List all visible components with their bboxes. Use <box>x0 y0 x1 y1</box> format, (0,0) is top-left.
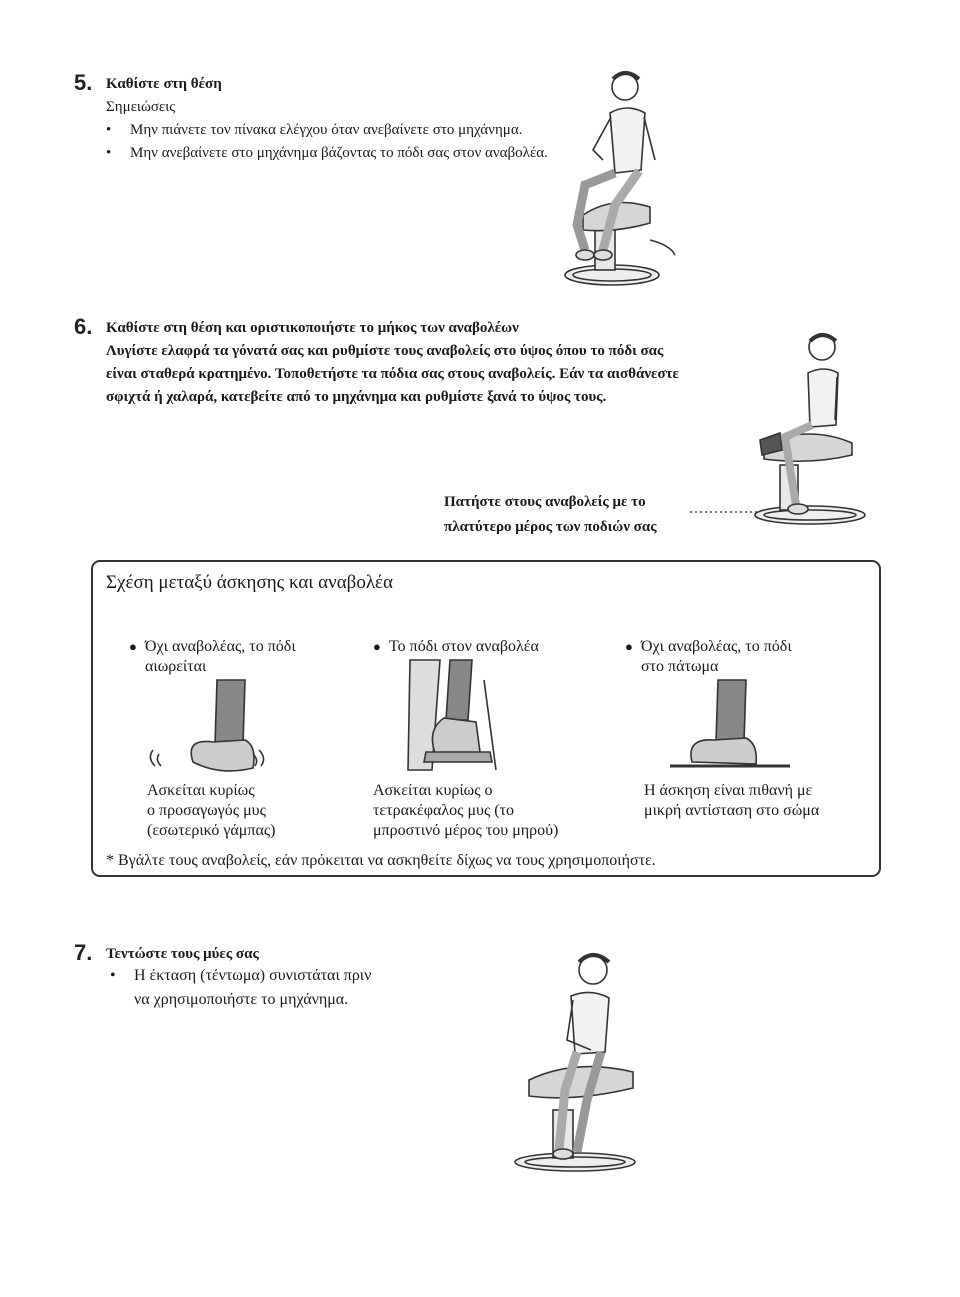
column-heading-line: ● Όχι αναβολέας, το πόδι <box>145 638 296 655</box>
relation-box-footnote: * Βγάλτε τους αναβολείς, εάν πρόκειται να ασκηθείτε δίχως να τους χρησιμοποιήστε. <box>106 852 656 869</box>
column-desc-line: μπροστινό μέρος του μηρού) <box>373 822 559 839</box>
column-heading-line: ● Το πόδι στον αναβολέα <box>389 638 539 655</box>
column-heading-line: ● Όχι αναβολέας, το πόδι <box>641 638 792 655</box>
step-5-notes-list <box>106 119 548 165</box>
column-1-description <box>147 781 276 841</box>
step-6-title: Καθίστε στη θέση και οριστικοποιήστε το μήκος των αναβολέων <box>106 320 519 336</box>
step-6-callout <box>444 490 657 540</box>
step-7-number: 7. <box>74 940 93 965</box>
foot-in-stirrup-illustration <box>400 660 510 775</box>
step-6-body-line: σφιχτά ή χαλαρά, κατεβείτε από το μηχάνημα και ρυθμίστε ξανά το ύψος τους. <box>106 389 607 405</box>
column-heading-line: στο πάτωμα <box>641 658 719 675</box>
column-2-description <box>373 781 558 841</box>
column-3-heading <box>641 637 792 677</box>
step-7-bullet-line: να χρησιμοποιήστε το μηχάνημα. <box>134 991 349 1008</box>
person-mounting-machine-illustration <box>555 65 675 290</box>
column-heading-line: αιωρείται <box>145 658 207 675</box>
column-desc-line: Η άσκηση είναι πιθανή με <box>644 782 813 799</box>
step-7-list <box>110 964 371 1012</box>
step-6-number: 6. <box>74 314 93 339</box>
column-desc-line: μικρή αντίσταση στο σώμα <box>644 802 820 819</box>
column-desc-line: ο προσαγωγός μυς <box>147 802 266 819</box>
column-desc-line: Ασκείται κυρίως ο <box>373 782 493 799</box>
column-2-heading <box>389 637 539 657</box>
step-7-bullet-line: • Η έκταση (τέντωμα) συνιστάται πριν <box>134 967 372 984</box>
step-5-number: 5. <box>74 70 93 95</box>
step-5-note: • Μην ανεβαίνετε στο μηχάνημα βάζοντας το πόδι σας στον αναβολέα. <box>106 142 548 165</box>
step-6-body <box>106 340 679 409</box>
column-desc-line: Ασκείται κυρίως <box>147 782 255 799</box>
column-desc-line: (εσωτερικό γάμπας) <box>147 822 276 839</box>
step-5-title: Καθίστε στη θέση <box>106 76 222 92</box>
step-5-notes-label: Σημειώσεις <box>106 99 176 115</box>
step-6-body-line: είναι σταθερά κρατημένο. Τοποθετήστε τα πόδια σας στους αναβολείς. Εάν τα αισθάνεστε <box>106 366 679 382</box>
column-desc-line: τετρακέφαλος μυς (το <box>373 802 515 819</box>
callout-line: πλατύτερο μέρος των ποδιών σας <box>444 519 657 535</box>
relation-box-title: Σχέση μεταξύ άσκησης και αναβολέα <box>106 572 393 593</box>
step-6-body-line: Λυγίστε ελαφρά τα γόνατά σας και ρυθμίστε τους αναβολείς στο ύψος όπου το πόδι σας <box>106 343 664 359</box>
step-7-title: Τεντώστε τους μύες σας <box>106 946 259 962</box>
step-5-note: • Μην πιάνετε τον πίνακα ελέγχου όταν ανεβαίνετε στο μηχάνημα. <box>106 119 548 142</box>
column-3-description <box>644 781 819 821</box>
foot-on-floor-illustration <box>670 680 790 780</box>
foot-hanging-illustration <box>145 680 265 780</box>
callout-line: Πατήστε στους αναβολείς με το <box>444 494 646 510</box>
column-1-heading <box>145 637 296 677</box>
person-stretching-illustration <box>505 940 645 1180</box>
step-7-bullet <box>110 964 371 1012</box>
person-seated-stirrups-illustration <box>740 325 870 535</box>
